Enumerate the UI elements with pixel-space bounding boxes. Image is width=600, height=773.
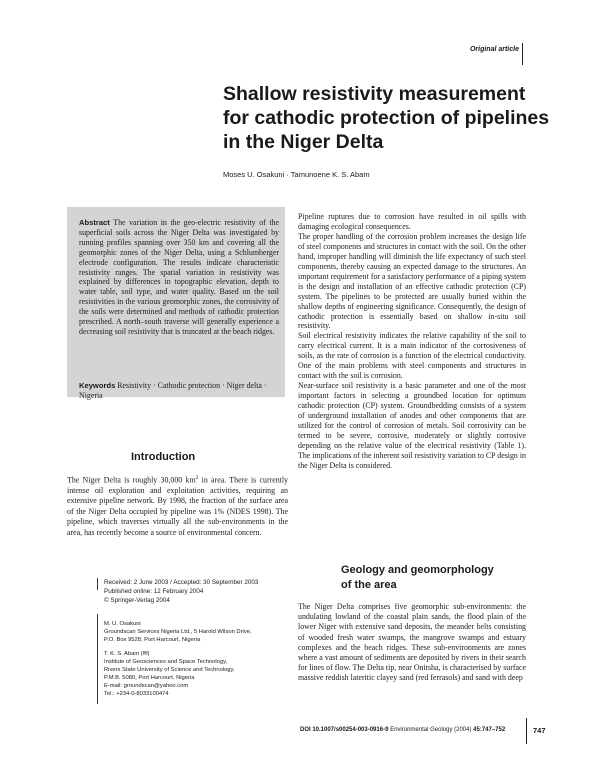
article-type-label: Original article [469,46,519,53]
author-list: Moses U. Osakuni · Tamunoene K. S. Abam [223,170,370,179]
footer-citation [300,727,505,733]
title-line: Shallow resistivity measurement [223,83,526,105]
title-line: in the Niger Delta [223,131,384,153]
footer-rule [526,718,527,744]
introduction-text [67,473,288,538]
heading-line: Geology and geomorphology [341,564,494,576]
author-contacts [104,620,252,698]
contact-line: P.O. Box 9528, Port Harcourt, Nigeria [104,637,201,643]
contact-line: Rivers State University of Science and Technology, [104,667,235,673]
phone-line: Tel.: +234-0-8033100474 [104,691,169,697]
paper-title [223,82,550,154]
abstract [79,218,279,337]
published-line: Published online: 12 February 2004 [104,588,204,595]
paragraph: Near-surface soil resistivity is a basic parameter and one of the most important factors in selecting a groundbed location for optimum cathodic protection (CP) system. Groundbedding consists of a system of underground installation of anodes and other components that are utilized for the control of corrosion of metals. Soil corrosivity can be termed to be severe, corrosive, moderately or slightly corrosive depending on the relative value of the electrical resistivity (Table 1). The implications of the inherent soil resistivity variation to CP design in the Niger Delta is considered. [298,381,526,470]
page-number: 747 [533,726,546,735]
intro-text-part: in area. There is currently intense oil exploration and exploitation activities, requiring an extensive pipeline network. By 1998, the fraction of the surface area of the Niger Delta occupied by pipeline was 1% (NDES 1998). The pipeline, which traverses virtually all the sub-environments in the area, has recently become a source of environmental concern. [67,475,289,537]
email-line[interactable]: E-mail: groundscan@yahoo.com [104,683,189,689]
received-line: Received: 2 June 2003 / Accepted: 30 September 2003 [104,579,259,586]
title-line: for cathodic protection of pipelines [223,107,550,129]
abstract-text: The variation in the geo-electric resistivity of the superficial soils across the Niger Delta was investigated by running profiles spanning over 350 km and covering all the geomorphic zones of the Niger Delta, using a Schlumberger electrode configuration. The results indicate characteristic resistivity ranges. The spatial variation in resistivity was explained by differences in topographic elevation, depth to water table, soil type, and water quality. Based on the soil resistivities in the various geomorphic zones, the corrosivity of the soils were determined and methods of cathodic protection prescribed. A north–south traverse will generally experience a decreasing soil resistivity that is truncated at the beach ridges. [79,218,279,336]
journal-name: Environmental Geology (2004) [390,727,472,733]
keywords-text: Resistivity · Cathodic protection · Niger delta · Nigeria [79,381,267,400]
contact-line: M. U. Osakuni [104,621,141,627]
contact-line: T. K. S. Abam (✉) [104,651,150,657]
geology-text: The Niger Delta comprises five geomorphic sub-environments: the undulating lowland of the coastal plain sands, the flood plain of the lower Niger with extensive sand deposits, the meander belts consisting of wooded fresh water swamps, the mangrove swamps and estuary complexes and the beach ridges. These sub-environments are zones where a vast amount of sediments are deposited by rivers in their search for lines of flow. The Delta tip, near Onitsha, is characterised by surface massive reddish lateritic clayey sand (red ferrasols) and sand with deep [298,602,526,683]
superscript: 2 [195,475,199,481]
contact-line: Institute of Geosciences and Space Technology, [104,659,228,665]
paragraph: The proper handling of the corrosion problem increases the design life of steel components and structures in contact with the soil. On the other hand, improper handling will diminish the life expectancy of such steel components, thereby causing an expected damage to the structures. An important requirement for a satisfactory performance of a piping system is the design and installation of an effective cathodic protection (CP) system. The pipelines to be protected are usually buried within the shallow depths of engineering significance. Consequently, the design of cathodic protection is essentially based on shallow in-situ soil resistivity. [298,231,526,331]
paragraph: Pipeline ruptures due to corrosion have resulted in oil spills with damaging ecological consequences. [298,212,526,231]
contact-line: P.M.B. 5080, Port Harcourt, Nigeria [104,675,195,681]
copyright-line: © Springer-Verlag 2004 [104,597,170,604]
intro-text-part: The Niger Delta is roughly 30,000 km [67,475,196,485]
geology-heading [341,563,494,593]
publication-history [104,578,258,605]
keywords [79,381,279,401]
volume-pages: 45:747–752 [473,727,506,733]
right-column-text [298,212,526,471]
abstract-label: Abstract [79,218,110,227]
doi[interactable]: DOI 10.1007/s00254-003-0916-9 [300,727,389,733]
keywords-label: Keywords [79,381,116,390]
contacts-rule [97,614,98,704]
contact-line: Groundscan Services Nigeria Ltd., 5 Harold Wilson Drive, [104,629,252,635]
heading-line: of the area [341,579,397,591]
header-rule [522,43,523,65]
paragraph: Soil electrical resistivity indicates the relative capability of the soil to carry electrical current. It is a main indicator of the corrosiveness of soils, as the rate of corrosion is a function of the electrical conductivity. One of the main problems with steel components and structures in contact with the soil is corrosion. [298,331,526,381]
introduction-heading: Introduction [131,451,196,463]
